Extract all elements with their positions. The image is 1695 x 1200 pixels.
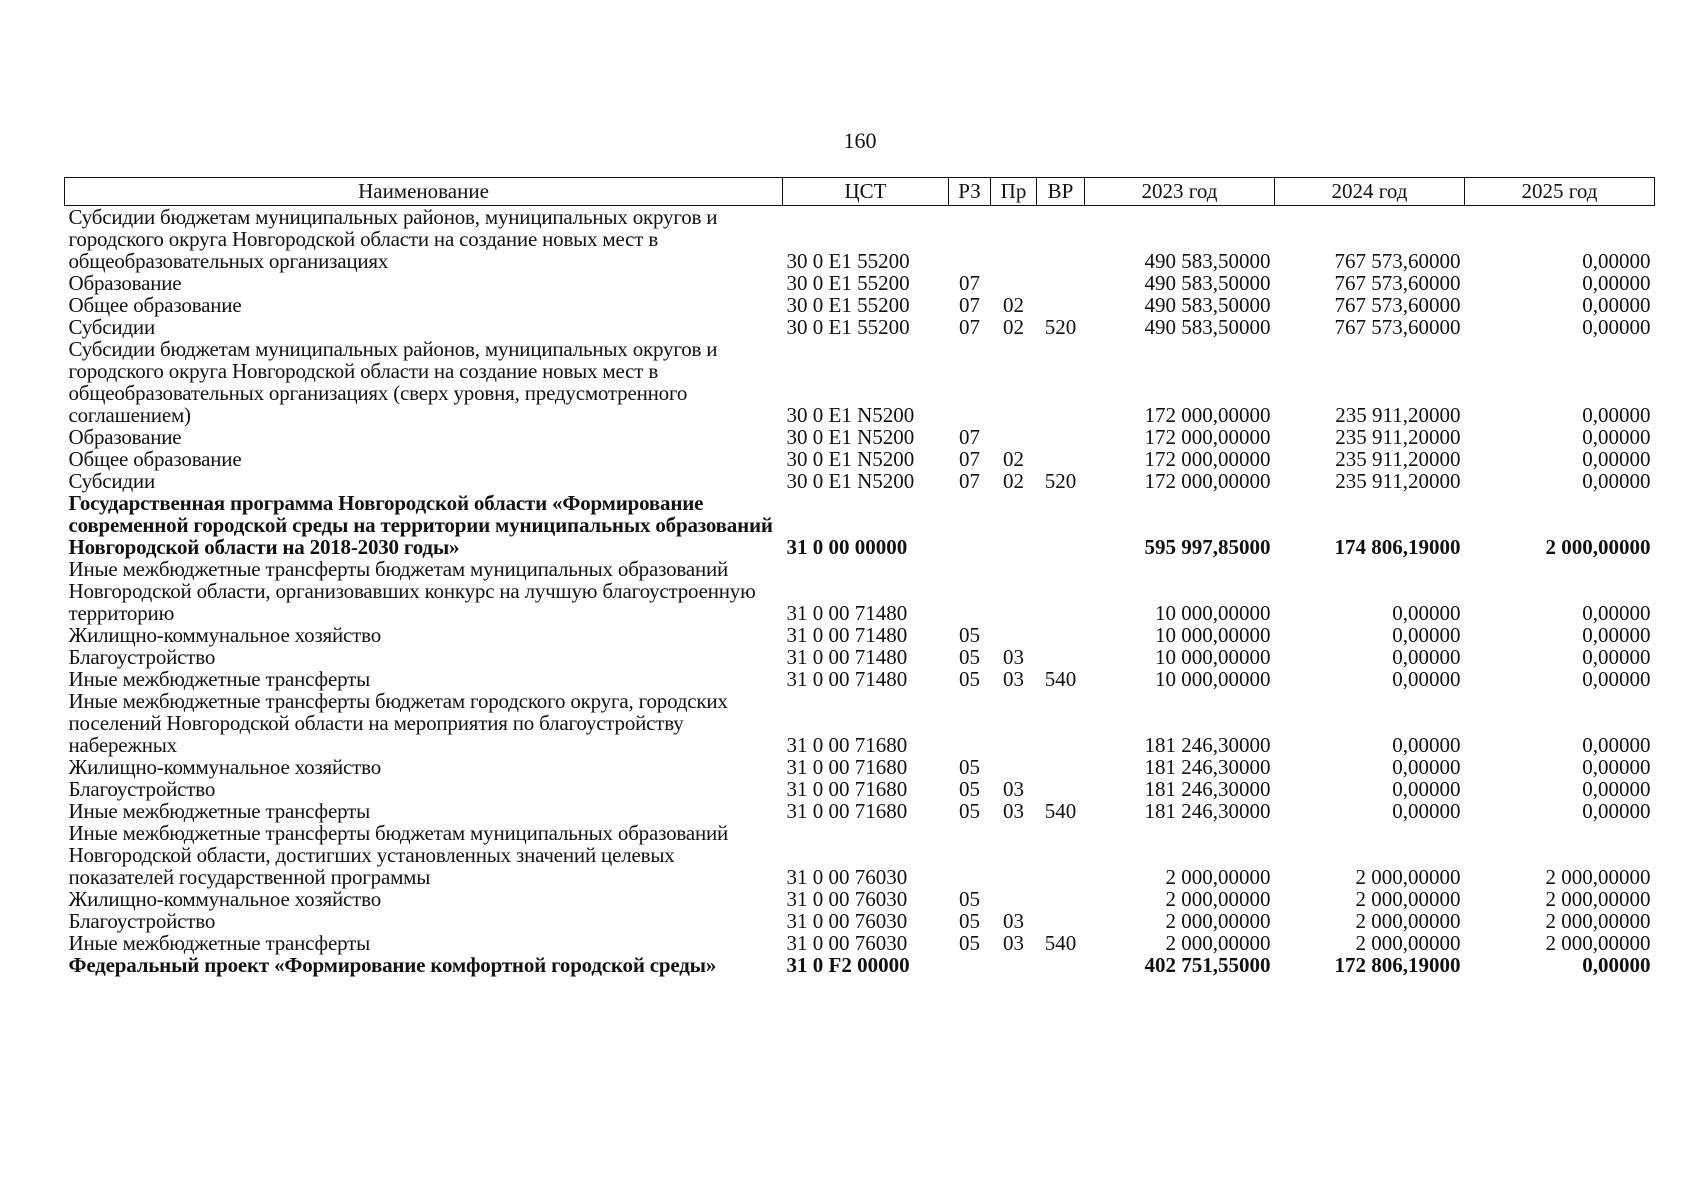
row-vr: [1037, 426, 1085, 448]
row-amount-2025: 0,00000: [1582, 447, 1651, 471]
row-vr: [1037, 272, 1085, 294]
table-header-row: [65, 178, 1655, 206]
row-amount-2025: 0,00000: [1582, 623, 1651, 647]
row-cst: 31 0 00 71680: [786, 733, 908, 757]
row-amount-2023: 2 000,00000: [1165, 887, 1271, 911]
row-rz: 07: [959, 447, 980, 471]
table-row: [65, 492, 1655, 558]
row-amount-2023: 10 000,00000: [1155, 601, 1271, 625]
row-cst: 31 0 00 00000: [786, 535, 908, 559]
row-name: Благоустройство: [68, 909, 216, 933]
row-cst: 31 0 00 71480: [786, 601, 908, 625]
row-pr: [991, 888, 1037, 910]
row-vr: 520: [1044, 315, 1077, 339]
row-amount-2025: 0,00000: [1582, 271, 1651, 295]
row-vr: [1037, 294, 1085, 316]
row-pr: [991, 756, 1037, 778]
row-amount-2025: 0,00000: [1582, 645, 1651, 669]
page-number: 160: [843, 128, 877, 153]
row-cst: 31 0 00 76030: [786, 909, 908, 933]
row-amount-2025: 2 000,00000: [1545, 909, 1651, 933]
row-rz: [949, 954, 991, 976]
row-amount-2025: 0,00000: [1582, 667, 1651, 691]
row-pr: 02: [1003, 293, 1024, 317]
row-name: Иные межбюджетные трансферты: [68, 931, 370, 955]
table-row: [65, 954, 1655, 976]
row-rz: 07: [959, 271, 980, 295]
row-amount-2024: 2 000,00000: [1355, 865, 1461, 889]
row-rz: 05: [959, 909, 980, 933]
row-rz: 05: [959, 799, 980, 823]
row-cst: 30 0 E1 N5200: [786, 447, 915, 471]
row-amount-2023: 10 000,00000: [1155, 645, 1271, 669]
row-rz: 07: [959, 293, 980, 317]
row-cst: 30 0 E1 55200: [786, 315, 910, 339]
row-name: Благоустройство: [68, 777, 216, 801]
row-pr: [991, 954, 1037, 976]
row-vr: [1037, 206, 1085, 273]
header-year-2025: 2025 год: [1465, 178, 1655, 206]
row-cst: 31 0 00 71680: [786, 755, 908, 779]
row-name: Субсидии: [68, 469, 156, 493]
row-pr: 03: [1003, 909, 1024, 933]
row-vr: [1037, 822, 1085, 888]
row-amount-2024: 0,00000: [1392, 755, 1461, 779]
table-row: [65, 338, 1655, 426]
row-amount-2024: 0,00000: [1392, 667, 1461, 691]
row-cst: 30 0 E1 55200: [786, 293, 910, 317]
row-vr: [1037, 690, 1085, 756]
row-cst: 30 0 E1 N5200: [786, 425, 915, 449]
row-amount-2024: 0,00000: [1392, 733, 1461, 757]
row-amount-2024: 172 806,19000: [1334, 953, 1461, 977]
row-vr: [1037, 338, 1085, 426]
row-cst: 30 0 E1 55200: [786, 271, 910, 295]
row-amount-2025: 0,00000: [1582, 425, 1651, 449]
header-year-2023: 2023 год: [1085, 178, 1275, 206]
row-amount-2023: 181 246,30000: [1144, 777, 1271, 801]
row-amount-2023: 490 583,50000: [1144, 315, 1271, 339]
row-pr: 03: [1003, 667, 1024, 691]
table-row: [65, 206, 1655, 273]
row-amount-2023: 172 000,00000: [1144, 425, 1271, 449]
row-amount-2024: 235 911,20000: [1335, 403, 1461, 427]
row-vr: [1037, 558, 1085, 624]
row-amount-2023: 181 246,30000: [1144, 733, 1271, 757]
row-vr: [1037, 910, 1085, 932]
row-rz: [949, 338, 991, 426]
row-cst: 31 0 F2 00000: [786, 953, 910, 977]
row-pr: [991, 338, 1037, 426]
row-amount-2024: 0,00000: [1392, 799, 1461, 823]
row-cst: 30 0 E1 N5200: [786, 403, 915, 427]
row-cst: 30 0 E1 55200: [786, 249, 910, 273]
row-name: Общее образование: [68, 293, 242, 317]
row-amount-2024: 235 911,20000: [1335, 425, 1461, 449]
table-row: [65, 888, 1655, 910]
row-amount-2023: 2 000,00000: [1165, 865, 1271, 889]
row-name: Жилищно-коммунальное хозяйство: [68, 623, 382, 647]
row-rz: 05: [959, 755, 980, 779]
row-amount-2025: 0,00000: [1582, 403, 1651, 427]
row-pr: [991, 206, 1037, 273]
row-amount-2025: 0,00000: [1582, 953, 1651, 977]
row-amount-2024: 767 573,60000: [1334, 293, 1461, 317]
row-pr: [991, 272, 1037, 294]
row-rz: [949, 690, 991, 756]
row-amount-2023: 10 000,00000: [1155, 667, 1271, 691]
row-amount-2025: 0,00000: [1582, 469, 1651, 493]
header-pr: Пр: [991, 178, 1037, 206]
row-pr: [991, 822, 1037, 888]
table-row: [65, 448, 1655, 470]
row-rz: 07: [959, 425, 980, 449]
row-rz: 05: [959, 645, 980, 669]
row-name: Субсидии бюджетам муниципальных районов, муниципальных округов и городского округа Новгородской области на создание новых мест в общеобразовательных организациях: [68, 205, 718, 273]
table-row: [65, 932, 1655, 954]
row-name: Жилищно-коммунальное хозяйство: [68, 755, 382, 779]
row-amount-2024: 2 000,00000: [1355, 909, 1461, 933]
row-pr: 03: [1003, 645, 1024, 669]
row-amount-2025: 2 000,00000: [1545, 535, 1651, 559]
row-amount-2023: 172 000,00000: [1144, 469, 1271, 493]
row-amount-2025: 0,00000: [1582, 777, 1651, 801]
row-name: Образование: [68, 425, 182, 449]
header-cst: ЦСТ: [783, 178, 949, 206]
row-amount-2023: 402 751,55000: [1144, 953, 1271, 977]
row-name: Общее образование: [68, 447, 242, 471]
row-name: Образование: [68, 271, 182, 295]
row-cst: 31 0 00 71480: [786, 645, 908, 669]
table-row: [65, 800, 1655, 822]
row-pr: 02: [1003, 447, 1024, 471]
header-vr: ВР: [1037, 178, 1085, 206]
table-row: [65, 756, 1655, 778]
row-amount-2025: 2 000,00000: [1545, 887, 1651, 911]
row-amount-2023: 490 583,50000: [1144, 293, 1271, 317]
row-cst: 31 0 00 76030: [786, 931, 908, 955]
table-row: [65, 294, 1655, 316]
row-name: Субсидии: [68, 315, 156, 339]
row-vr: [1037, 646, 1085, 668]
row-amount-2024: 767 573,60000: [1334, 249, 1461, 273]
row-amount-2025: 0,00000: [1582, 249, 1651, 273]
row-pr: [991, 558, 1037, 624]
row-amount-2023: 2 000,00000: [1165, 909, 1271, 933]
row-amount-2024: 0,00000: [1392, 623, 1461, 647]
row-pr: [991, 690, 1037, 756]
row-rz: [949, 492, 991, 558]
row-amount-2024: 2 000,00000: [1355, 931, 1461, 955]
row-amount-2025: 2 000,00000: [1545, 931, 1651, 955]
row-amount-2025: 2 000,00000: [1545, 865, 1651, 889]
row-rz: 05: [959, 777, 980, 801]
row-cst: 31 0 00 76030: [786, 865, 908, 889]
row-rz: [949, 822, 991, 888]
header-name: Наименование: [65, 178, 783, 206]
budget-table: [64, 177, 1655, 976]
row-name: Государственная программа Новгородской области «Формирование современной городской среды на территории муниципальных образований Новгородской области на 2018-2030 годы»: [68, 491, 773, 559]
row-name: Иные межбюджетные трансферты бюджетам муниципальных образований Новгородской области, достигших установленных значений целевых показателей государственной программы: [68, 821, 729, 889]
table-row: [65, 668, 1655, 690]
row-vr: [1037, 954, 1085, 976]
row-vr: [1037, 624, 1085, 646]
row-amount-2024: 0,00000: [1392, 777, 1461, 801]
row-rz: [949, 206, 991, 273]
row-amount-2024: 767 573,60000: [1334, 271, 1461, 295]
table-row: [65, 910, 1655, 932]
row-name: Субсидии бюджетам муниципальных районов, муниципальных округов и городского округа Новгородской области на создание новых мест в общеобразовательных организациях (сверх уровня, предусмотренного соглашением): [68, 337, 718, 427]
table-row: [65, 822, 1655, 888]
row-name: Жилищно-коммунальное хозяйство: [68, 887, 382, 911]
row-pr: 03: [1003, 799, 1024, 823]
table-row: [65, 316, 1655, 338]
row-name: Благоустройство: [68, 645, 216, 669]
row-name: Иные межбюджетные трансферты: [68, 799, 370, 823]
row-amount-2024: 174 806,19000: [1334, 535, 1461, 559]
header-rz: РЗ: [949, 178, 991, 206]
row-amount-2024: 235 911,20000: [1335, 447, 1461, 471]
row-rz: 07: [959, 315, 980, 339]
row-vr: [1037, 492, 1085, 558]
row-rz: 05: [959, 667, 980, 691]
row-amount-2025: 0,00000: [1582, 315, 1651, 339]
table-row: [65, 426, 1655, 448]
table-row: [65, 558, 1655, 624]
row-rz: 05: [959, 623, 980, 647]
row-rz: [949, 558, 991, 624]
row-amount-2024: 235 911,20000: [1335, 469, 1461, 493]
table-row: [65, 646, 1655, 668]
row-cst: 31 0 00 71480: [786, 667, 908, 691]
row-amount-2023: 181 246,30000: [1144, 755, 1271, 779]
row-rz: 05: [959, 887, 980, 911]
row-amount-2023: 181 246,30000: [1144, 799, 1271, 823]
table-body: [65, 206, 1655, 977]
row-amount-2023: 172 000,00000: [1144, 447, 1271, 471]
row-cst: 31 0 00 71680: [786, 799, 908, 823]
row-vr: 520: [1044, 469, 1077, 493]
header-year-2024: 2024 год: [1275, 178, 1465, 206]
row-amount-2023: 490 583,50000: [1144, 249, 1271, 273]
row-amount-2024: 767 573,60000: [1334, 315, 1461, 339]
table-row: [65, 778, 1655, 800]
row-amount-2025: 0,00000: [1582, 293, 1651, 317]
row-name: Иные межбюджетные трансферты: [68, 667, 370, 691]
row-vr: 540: [1044, 931, 1077, 955]
row-amount-2023: 490 583,50000: [1144, 271, 1271, 295]
row-vr: [1037, 756, 1085, 778]
row-pr: [991, 624, 1037, 646]
row-name: Иные межбюджетные трансферты бюджетам муниципальных образований Новгородской области, организовавших конкурс на лучшую благоустроенную территорию: [68, 557, 756, 625]
row-rz: 07: [959, 469, 980, 493]
row-name: Иные межбюджетные трансферты бюджетам городского округа, городских поселений Новгородской области на мероприятия по благоустройству набережных: [68, 689, 728, 757]
row-cst: 31 0 00 71480: [786, 623, 908, 647]
row-amount-2023: 172 000,00000: [1144, 403, 1271, 427]
row-pr: 03: [1003, 931, 1024, 955]
row-amount-2023: 595 997,85000: [1144, 535, 1271, 559]
row-cst: 31 0 00 71680: [786, 777, 908, 801]
row-amount-2024: 0,00000: [1392, 601, 1461, 625]
row-amount-2024: 0,00000: [1392, 645, 1461, 669]
table-row: [65, 272, 1655, 294]
row-vr: 540: [1044, 799, 1077, 823]
row-cst: 30 0 E1 N5200: [786, 469, 915, 493]
row-vr: [1037, 888, 1085, 910]
row-name: Федеральный проект «Формирование комфортной городской среды»: [68, 953, 717, 977]
row-amount-2023: 10 000,00000: [1155, 623, 1271, 647]
row-amount-2025: 0,00000: [1582, 755, 1651, 779]
row-vr: [1037, 778, 1085, 800]
row-pr: 03: [1003, 777, 1024, 801]
table-row: [65, 470, 1655, 492]
table-row: [65, 624, 1655, 646]
row-amount-2023: 2 000,00000: [1165, 931, 1271, 955]
row-amount-2024: 2 000,00000: [1355, 887, 1461, 911]
row-rz: 05: [959, 931, 980, 955]
row-pr: 02: [1003, 315, 1024, 339]
row-amount-2025: 0,00000: [1582, 799, 1651, 823]
row-pr: [991, 426, 1037, 448]
row-pr: [991, 492, 1037, 558]
row-amount-2025: 0,00000: [1582, 733, 1651, 757]
row-vr: [1037, 448, 1085, 470]
row-pr: 02: [1003, 469, 1024, 493]
table-row: [65, 690, 1655, 756]
row-cst: 31 0 00 76030: [786, 887, 908, 911]
row-amount-2025: 0,00000: [1582, 601, 1651, 625]
row-vr: 540: [1044, 667, 1077, 691]
